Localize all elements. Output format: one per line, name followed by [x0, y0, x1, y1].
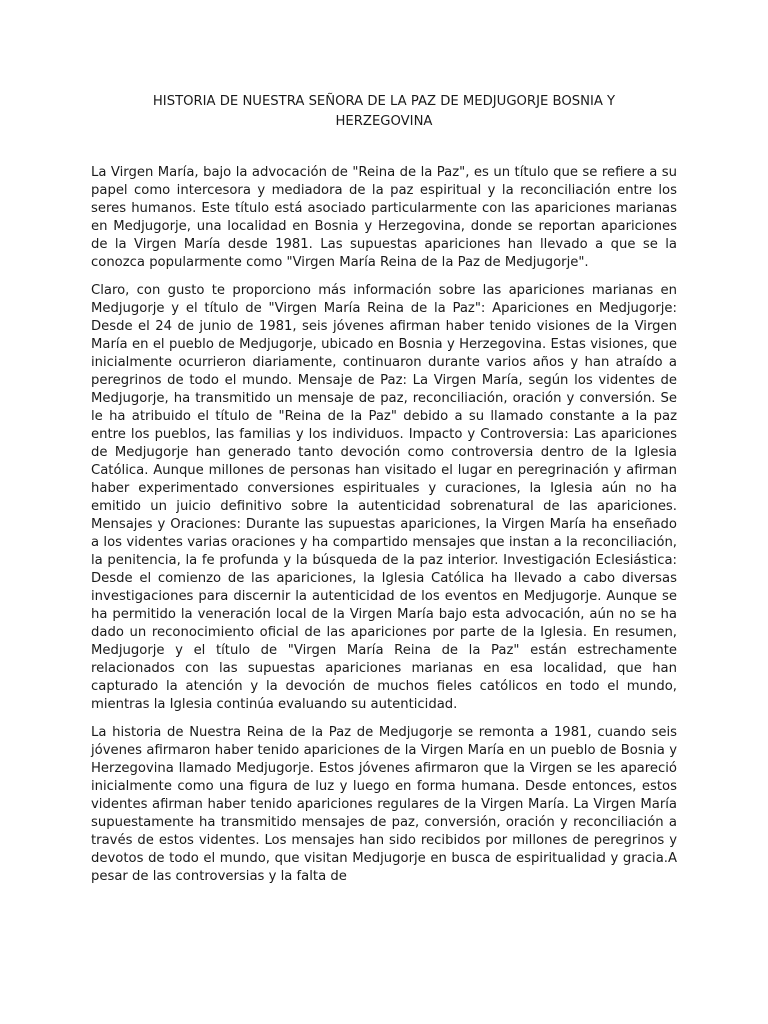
- document-title: HISTORIA DE NUESTRA SEÑORA DE LA PAZ DE MEDJUGORJE BOSNIA Y HERZEGOVINA: [152, 94, 616, 129]
- document-body: [91, 164, 677, 896]
- paragraph-2: Claro, con gusto te proporciono más información sobre las apariciones marianas en Medjugorje y el título de "Virgen María Reina de la Paz": Apariciones en Medjugorje: Desde el 24 de junio de 1981, seis jóvenes afirman haber tenido visiones de la Virgen María en el pueblo de Medjugorje, ubicado en Bosnia y Herzegovina. Estas visiones, que inicialmente ocurrieron diariamente, continuaron durante varios años y han atraído a peregrinos de todo el mundo. Mensaje de Paz: La Virgen María, según los videntes de Medjugorje, ha transmitido un mensaje de paz, reconciliación, oración y conversión. Se le ha atribuido el título de "Reina de la Paz" debido a su llamado constante a la paz entre los pueblos, las familias y los individuos. Impacto y Controversia: Las apariciones de Medjugorje han generado tanto devoción como controversia dentro de la Iglesia Católica. Aunque millones de personas han visitado el lugar en peregrinación y afirman haber experimentado conversiones espirituales y curaciones, la Iglesia aún no ha emitido un juicio definitivo sobre la autenticidad sobrenatural de las apariciones. Mensajes y Oraciones: Durante las supuestas apariciones, la Virgen María ha enseñado a los videntes varias oraciones y ha compartido mensajes que instan a la reconciliación, la penitencia, la fe profunda y la búsqueda de la paz interior. Investigación Eclesiástica: Desde el comienzo de las apariciones, la Iglesia Católica ha llevado a cabo diversas investigaciones para discernir la autenticidad de los eventos en Medjugorje. Aunque se ha permitido la veneración local de la Virgen María bajo esta advocación, aún no se ha dado un reconocimiento oficial de las apariciones por parte de la Iglesia. En resumen, Medjugorje y el título de "Virgen María Reina de la Paz" están estrechamente relacionados con las supuestas apariciones marianas en esa localidad, que han capturado la atención y la devoción de muchos fieles católicos en todo el mundo, mientras la Iglesia continúa evaluando su autenticidad.: [91, 283, 677, 712]
- paragraph-3: La historia de Nuestra Reina de la Paz de Medjugorje se remonta a 1981, cuando seis jóvenes afirmaron haber tenido apariciones de la Virgen María en un pueblo de Bosnia y Herzegovina llamado Medjugorje. Estos jóvenes afirmaron que la Virgen se les apareció inicialmente como una figura de luz y luego en forma humana. Desde entonces, estos videntes afirman haber tenido apariciones regulares de la Virgen María. La Virgen María supuestamente ha transmitido mensajes de paz, conversión, oración y reconciliación a través de estos videntes. Los mensajes han sido recibidos por millones de peregrinos y devotos de todo el mundo, que visitan Medjugorje en busca de espiritualidad y gracia.A pesar de las controversias y la falta de: [91, 725, 677, 884]
- paragraph-1: La Virgen María, bajo la advocación de "Reina de la Paz", es un título que se refiere a su papel como intercesora y mediadora de la paz espiritual y la reconciliación entre los seres humanos. Este título está asociado particularmente con las apariciones marianas en Medjugorje, una localidad en Bosnia y Herzegovina, donde se reportan apariciones de la Virgen María desde 1981. Las supuestas apariciones han llevado a que se la conozca popularmente como "Virgen María Reina de la Paz de Medjugorje".: [91, 165, 677, 270]
